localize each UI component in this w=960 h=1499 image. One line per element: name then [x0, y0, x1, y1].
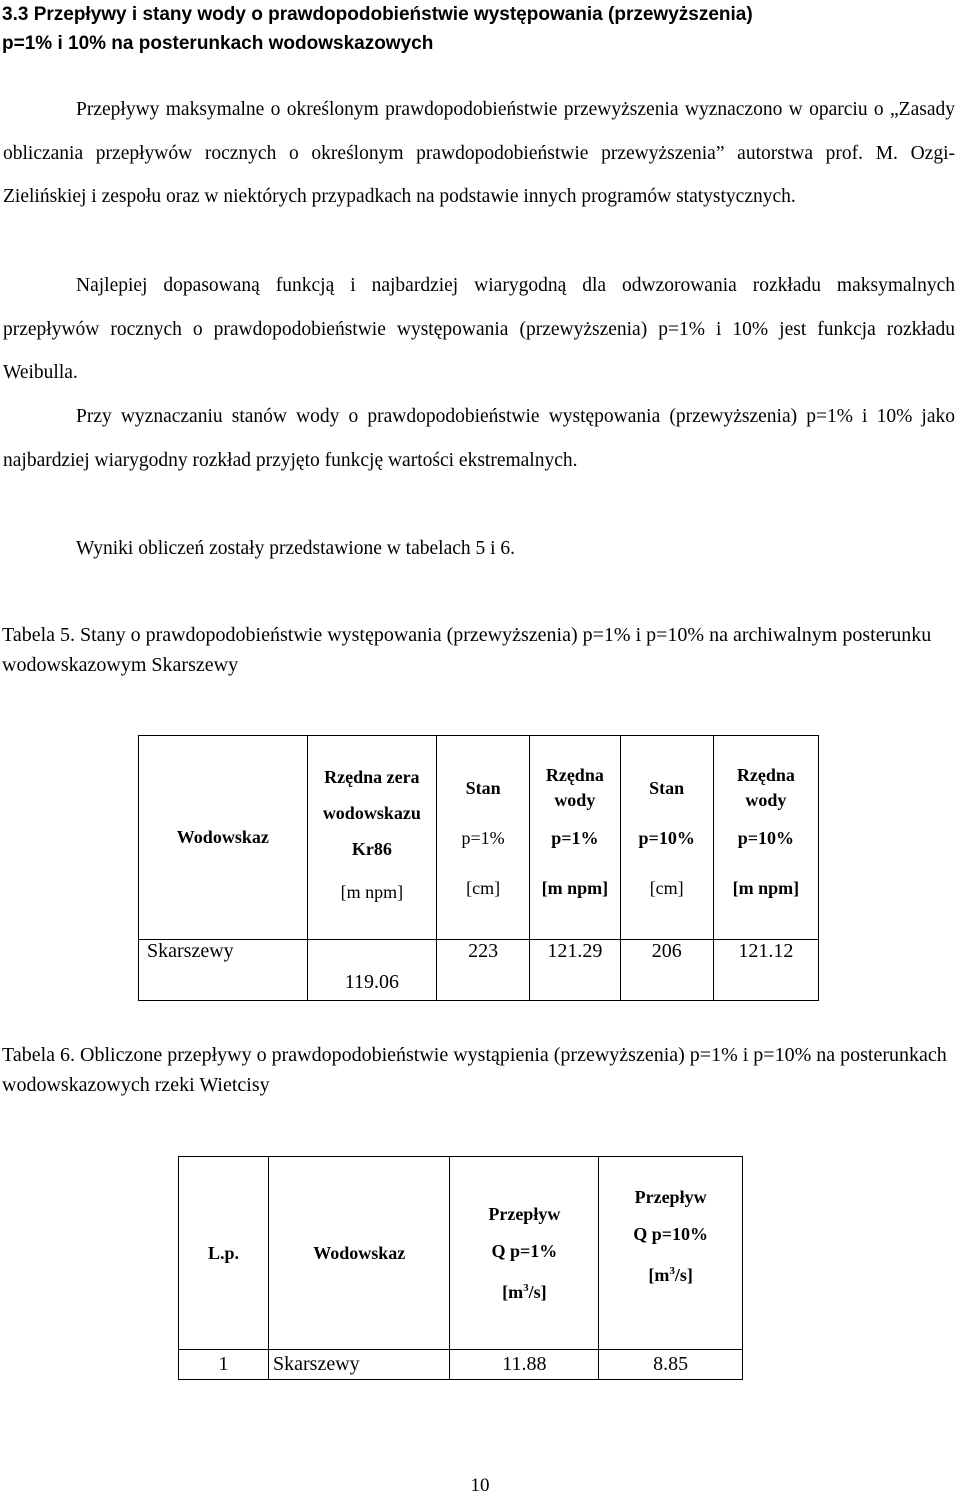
table-row [139, 940, 819, 1001]
table6-header-lp: L.p. [179, 1157, 269, 1350]
table5-cell-stan-1: 223 [437, 940, 530, 1001]
table6-header-wodowskaz: Wodowskaz [269, 1157, 450, 1350]
table5-caption: Tabela 5. Stany o prawdopodobieństwie występowania (przewyższenia) p=1% i p=10% na archiwalnym posterunku wodowskazowym Skarszewy [2, 624, 932, 676]
section-heading-line1: 3.3 Przepływy i stany wody o prawdopodobieństwie występowania (przewyższenia) [2, 4, 753, 25]
table6-header-q10: Przepływ Q p=10% $[m^3/s]$ [599, 1157, 743, 1350]
table5 [138, 735, 819, 1001]
table5-header-rzedna-1: Rzędna wody p=1% [m npm] [530, 736, 620, 940]
table5-cell-stan-10: 206 [620, 940, 713, 1001]
table5-header-rzedna-10: Rzędna wody p=10% [m npm] [713, 736, 818, 940]
table5-cell-rzedna-zera: 119.06 [307, 940, 436, 1001]
table6 [178, 1156, 743, 1380]
table5-cell-wodowskaz: Skarszewy [139, 940, 308, 1001]
table5-header-stan-1: Stan p=1% [cm] [437, 736, 530, 940]
table5-header-wodowskaz: Wodowskaz [139, 736, 308, 940]
table5-header-stan-10: Stan p=10% [cm] [620, 736, 713, 940]
table5-header-row [139, 736, 819, 940]
table6-header-q1: Przepływ Q p=1% $[m^3/s]$ [450, 1157, 599, 1350]
table6-header-row [179, 1157, 743, 1350]
table6-cell-q1: 11.88 [450, 1350, 599, 1380]
page-number: 10 [470, 1475, 490, 1496]
paragraph-extreme-values: Przy wyznaczaniu stanów wody o prawdopodobieństwie występowania (przewyższenia) p=1% i 10% jako najbardziej wiarygodny rozkład przyjęto funkcję wartości ekstremalnych. [3, 406, 955, 471]
table6-cell-q10: 8.85 [599, 1350, 743, 1380]
paragraph-weibull: Najlepiej dopasowaną funkcją i najbardziej wiarygodną dla odwzorowania rozkładu maksymalnych przepływów rocznych o prawdopodobieństwie występowania (przewyższenia) p=1% i 10% jest funkcja rozkładu Weibulla. [3, 275, 955, 383]
table5-cell-rzedna-1: 121.29 [530, 940, 620, 1001]
table6-cell-wodowskaz: Skarszewy [269, 1350, 450, 1380]
table6-cell-lp: 1 [179, 1350, 269, 1380]
paragraph-method: Przepływy maksymalne o określonym prawdopodobieństwie przewyższenia wyznaczono w oparciu o „Zasady obliczania przepływów rocznych o określonym prawdopodobieństwie przewyższenia” autorstwa prof. M. Ozgi-Zielińskiej i zespołu oraz w niektórych przypadkach na podstawie innych programów statystycznych. [3, 99, 955, 207]
section-heading [2, 0, 952, 58]
table6-caption: Tabela 6. Obliczone przepływy o prawdopodobieństwie wystąpienia (przewyższenia) p=1% i p=10% na posterunkach wodowskazowych rzeki Wietcisy [2, 1044, 947, 1096]
table5-cell-rzedna-10: 121.12 [713, 940, 818, 1001]
paragraph-results: Wyniki obliczeń zostały przedstawione w tabelach 5 i 6. [76, 538, 516, 559]
section-heading-line2: p=1% i 10% na posterunkach wodowskazowych [2, 33, 434, 54]
table5-header-rzedna-zera: Rzędna zera wodowskazu Kr86 [m npm] [307, 736, 436, 940]
table-row [179, 1350, 743, 1380]
